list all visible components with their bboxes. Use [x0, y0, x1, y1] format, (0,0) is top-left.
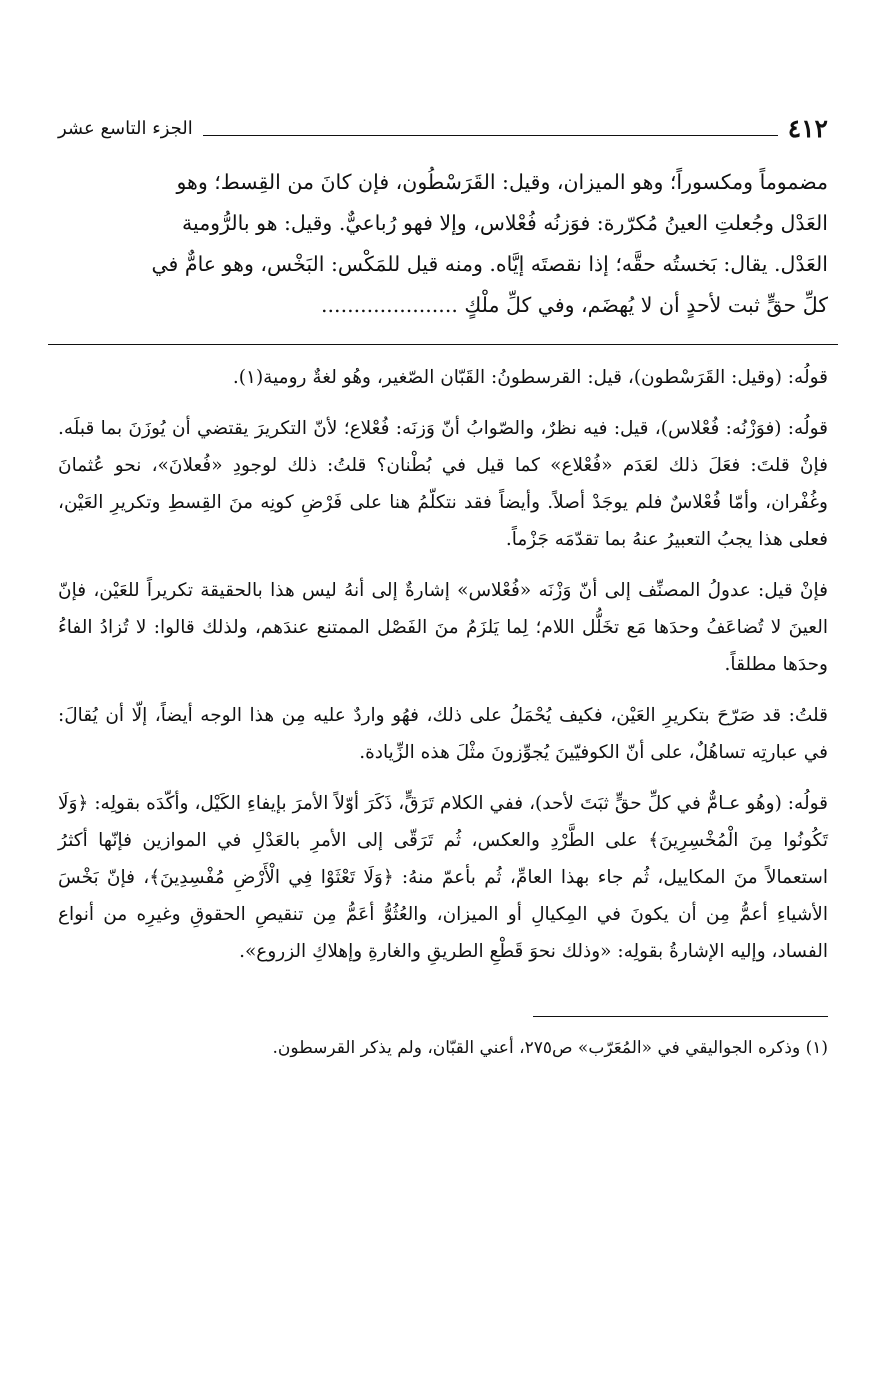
page-number: ٤١٢	[787, 113, 828, 143]
main-line: العَدْل وجُعلتِ العينُ مُكرّرة: فوَزنُه فُعْلاس، وإلا فهو رُباعيٌّ. وقيل: هو بالرُّومية	[182, 211, 828, 235]
footnote: (١) وذكره الجواليقي في «المُعَرّب» ص٢٧٥، أعني القبّان، ولم يذكر القرسطون.	[272, 1038, 828, 1058]
page-header	[58, 108, 828, 148]
dots-leader: .....................	[321, 293, 458, 317]
commentary-paragraph: قولُه: (وقيل: القَرَسْطون)، قيل: القرسطونُ: القَبّان الصّغير، وهُو لغةٌ رومية(١).	[232, 367, 828, 388]
commentary-paragraph: قولُه: (وهُو عـامٌّ في كلِّ حقٍّ ثبَتَ لأحد)، ففي الكلام تَرَقٍّ، ذَكَرَ أوّلاً الأمرَ بإيفاءِ الكَيْل، وأكّدَه بقولِه: ﴿وَلَا تَكُونُوا مِنَ الْمُخْسِرِينَ﴾ على الطَّرْدِ والعكس، ثُم تَرَقّى إلى الأمرِ بالعَدْلِ في الموازين فإنّها أكثرُ استعمالاً منَ المكاييل، ثُم جاء بهذا العامِّ، ثُم بأعمّ منهُ: ﴿وَلَا تَعْثَوْا فِي الْأَرْضِ مُفْسِدِينَ﴾، فإنّ بَخْسَ الأشياءِ أعمُّ مِن أن يكونَ في المِكيالِ أو الميزان، والعُثُوُّ أعَمُّ مِن تنقيصِ الحقوقِ وغيرِه من أنواع الفساد، وإليه الإشارةُ بقولِه: «وذلك نحوَ قَطْعِ الطريقِ والغارةِ وإهلاكِ الزروع».	[58, 793, 828, 962]
commentary	[58, 359, 828, 970]
main-line-last	[58, 285, 828, 326]
footnote-rule	[533, 1016, 828, 1017]
main-line: العَدْل. يقال: بَخستُه حقَّه؛ إذا نقصتَه إيَّاه. ومنه قيل للمَكْس: البَخْس، وهو عامٌّ في	[151, 252, 828, 276]
volume-title: الجزء التاسع عشر	[58, 117, 193, 139]
commentary-paragraph: قولُه: (فوَزْنُه: فُعْلاس)، قيل: فيه نظرٌ، والصّوابُ أنّ وَزنَه: فُعْلاع؛ لأنّ التكريرَ يقتضي أن يُوزَنَ بما قبلَه. فإنْ قلتَ: فعَلَ ذلك لعَدَم «فُعْلاع» كما قيل في بُطْنان؟ قلتُ: ذلك لوجودِ «فُعلانَ»، نحو عُثمانَ وغُفْران، وأمّا فُعْلاسٌ فلم يوجَدْ أصلاً. وأيضاً فقد نتكلّمُ هنا على فَرْضِ كونِه منَ القِسطِ وتكريرِ العَيْن، فعلى هذا يجبُ التعبيرُ عنهُ بما تقدّمَه جَزْماً.	[58, 418, 828, 550]
commentary-paragraph: فإنْ قيل: عدولُ المصنِّف إلى أنّ وَزْنَه «فُعْلاس» إشارةٌ إلى أنهُ ليس هذا بالحقيقة تكريراً للعَيْن، فإنّ العينَ لا تُضاعَفُ وحدَها مَع تخَلُّل اللام؛ لِما يَلزَمُ منَ الفَصْل الممتنع عندَهم، ولذلك قالوا: لا تُزادُ الفاءُ وحدَها مطلقاً.	[58, 580, 828, 675]
commentary-paragraph: قلتُ: قد صَرّحَ بتكريرِ العَيْن، فكيف يُحْمَلُ على ذلك، فهُو واردٌ عليه مِن هذا الوجه أيضاً، إلّا أن يُقالَ: في عبارتِه تساهُلٌ، على أنّ الكوفيّينَ يُجوِّزونَ مثْلَ هذه الزِّيادة.	[58, 705, 828, 763]
header-rule	[203, 135, 778, 136]
main-text	[58, 162, 828, 326]
main-line: كلِّ حقٍّ ثبت لأحدٍ أن لا يُهضَم، وفي كلِّ ملْكٍ	[464, 293, 828, 317]
book-page	[58, 108, 828, 1063]
main-line: مضموماً ومكسوراً؛ وهو الميزان، وقيل: القَرَسْطُون، فإن كانَ من القِسط؛ وهو	[176, 170, 828, 194]
text-divider	[48, 344, 838, 345]
